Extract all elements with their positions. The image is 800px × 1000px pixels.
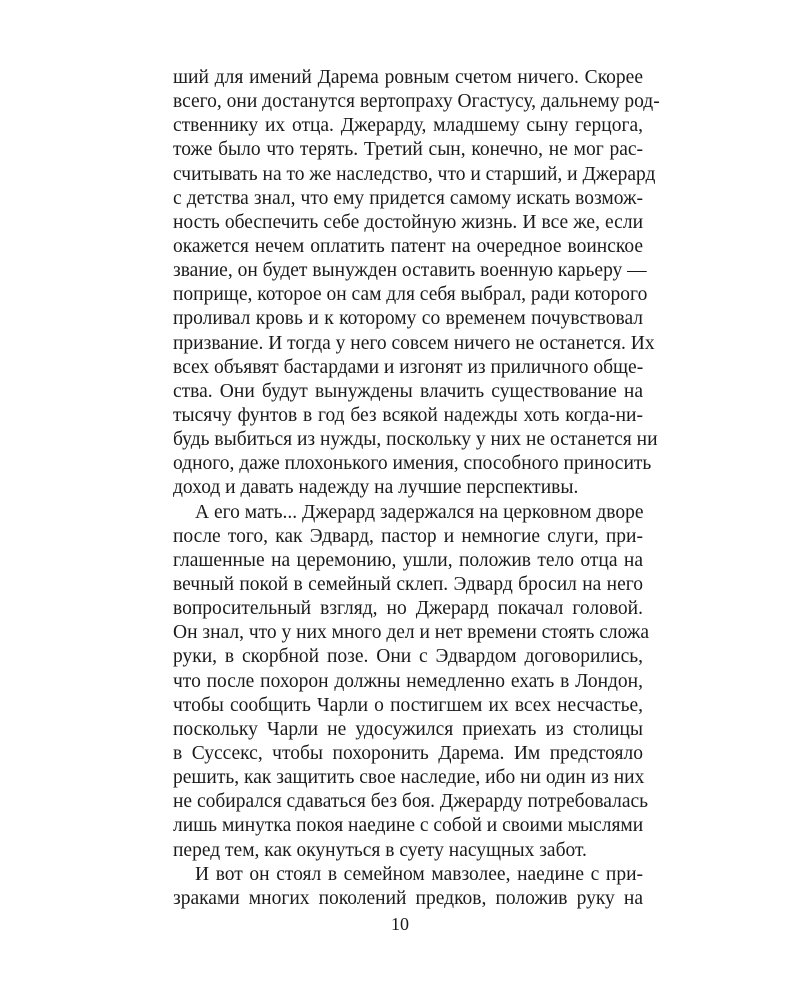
text-line: чтобы сообщить Чарли о постигшем их всех несчастье, (173, 694, 643, 716)
text-line: ственнику их отца. Джерарду, младшему сыну герцога, (173, 115, 643, 137)
text-line: руки, в скорбной позе. Они с Эдвардом договорились, (173, 646, 643, 668)
text-line: лишь минутка покоя наедине с собой и своими мыслями (173, 815, 644, 837)
text-line: ства. Они будут вынуждены влачить существование на (173, 380, 643, 402)
text-line: доход и давать надежду на лучшие перспективы. (173, 477, 579, 499)
text-line: одного, даже плохонького имения, способного приносить (173, 453, 652, 475)
text-line: зраками многих поколений предков, положив руку на (173, 887, 643, 909)
page-number: 10 (391, 914, 409, 934)
text-line: поприще, которое он сам для себя выбрал, ради которого (173, 284, 648, 306)
text-line: глашенные на церемонию, ушли, положив тело отца на (173, 549, 643, 571)
text-line: всего, они достанутся вертопраху Огастусу, дальнему род- (173, 91, 660, 113)
text-line: не собирался сдаваться без боя. Джерарду потребовалась (173, 791, 649, 813)
text-line: И вот он стоял в семейном мавзолее, наедине с при- (195, 863, 643, 885)
text-line: решить, как защитить свое наследие, ибо ни один из них (173, 767, 645, 789)
text-line: будь выбиться из нужды, поскольку у них не останется ни (173, 429, 658, 451)
text-line: звание, он будет вынужден оставить военную карьеру — (173, 260, 647, 282)
text-line: ность обеспечить себе достойную жизнь. И все же, если (173, 211, 643, 233)
body-text (173, 66, 660, 911)
text-line: с детства знал, что ему придется самому искать возмож- (173, 187, 643, 209)
text-line: окажется нечем оплатить патент на очередное воинское (173, 235, 643, 257)
text-line: тысячу фунтов в год без всякой надежды хоть когда-ни- (173, 404, 643, 426)
text-line: тоже было что терять. Третий сын, конечно, не мог рас- (173, 139, 643, 161)
text-line: Он знал, что у них много дел и нет времени стоять сложа (173, 622, 649, 644)
text-line: всех объявят бастардами и изгонят из приличного обще- (173, 356, 644, 378)
text-line: проливал кровь и к которому со временем почувствовал (173, 308, 643, 330)
text-line: перед тем, как окунуться в суету насущных забот. (173, 839, 587, 861)
text-line: вечный покой в семейный склеп. Эдвард бросил на него (173, 573, 643, 595)
text-line: в Суссекс, чтобы похоронить Дарема. Им предстояло (173, 742, 643, 764)
text-line: поскольку Чарли не удосужился приехать из столицы (173, 718, 643, 740)
text-line: после того, как Эдвард, пастор и немногие слуги, при- (173, 525, 643, 547)
text-line: вопросительный взгляд, но Джерард покачал головой. (173, 598, 643, 620)
text-line: А его мать... Джерард задержался на церковном дворе (195, 501, 644, 523)
text-line: ший для имений Дарема ровным счетом ничего. Скорее (173, 67, 643, 88)
text-line: считывать на то же наследство, что и старший, и Джерард (173, 163, 656, 185)
text-line: призвание. И тогда у него совсем ничего не останется. Их (173, 332, 655, 354)
text-line: что после похорон должны немедленно ехать в Лондон, (173, 670, 643, 692)
